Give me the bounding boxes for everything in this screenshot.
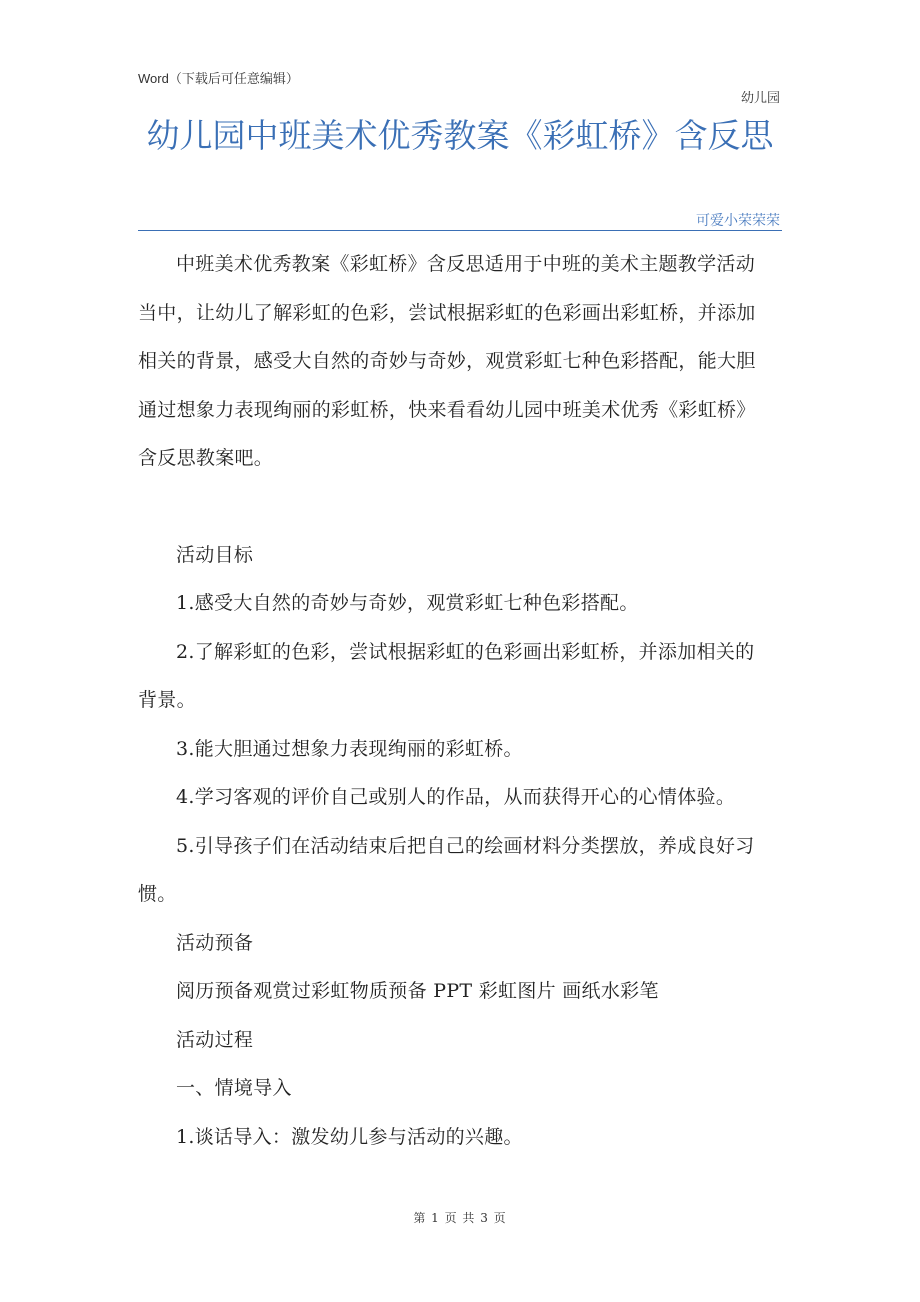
goal-item-4: 4.学习客观的评价自己或别人的作品，从而获得开心的心情体验。 [176,786,736,808]
process-heading: 活动过程 [176,1028,254,1051]
prep-heading: 活动预备 [176,931,254,954]
goal-item-2: 2.了解彩虹的色彩，尝试根据彩虹的色彩画出彩虹桥，并添加相关的背景。 [138,640,755,711]
blank-line [138,483,770,531]
prep-text: 阅历预备观赏过彩虹物质预备 PPT 彩虹图片 画纸水彩笔 [176,980,659,1002]
section-heading-1: 一、情境导入 [176,1077,292,1099]
document-title: 幼儿园中班美术优秀教案《彩虹桥》含反思 [146,116,774,155]
title-divider [138,230,782,231]
document-body [138,240,770,1161]
goal-item-3: 3.能大胆通过想象力表现绚丽的彩虹桥。 [176,737,523,760]
goal-item-5: 5.引导孩子们在活动结束后把自己的绘画材料分类摆放，养成良好习惯。 [138,834,755,905]
author-name: 可爱小荣荣荣 [696,212,780,228]
intro-paragraph: 中班美术优秀教案《彩虹桥》含反思适用于中班的美术主题教学活动当中，让幼儿了解彩虹的色彩，尝试根据彩虹的色彩画出彩虹桥，并添加相关的背景，感受大自然的奇妙与奇妙，观赏彩虹七种色彩搭配，能大胆通过想象力表现绚丽的彩虹桥，快来看看幼儿园中班美术优秀《彩虹桥》含反思教案吧。 [138,253,756,469]
goal-item-1: 1.感受大自然的奇妙与奇妙，观赏彩虹七种色彩搭配。 [176,592,639,614]
step-item-1: 1.谈话导入：激发幼儿参与活动的兴趣。 [176,1125,523,1148]
goals-heading: 活动目标 [176,543,254,566]
page-number-footer: 第 1 页 共 3 页 [413,1211,507,1225]
header-category: 幼儿园 [740,90,780,105]
header-left-note: Word（下载后可任意编辑） [138,71,299,86]
